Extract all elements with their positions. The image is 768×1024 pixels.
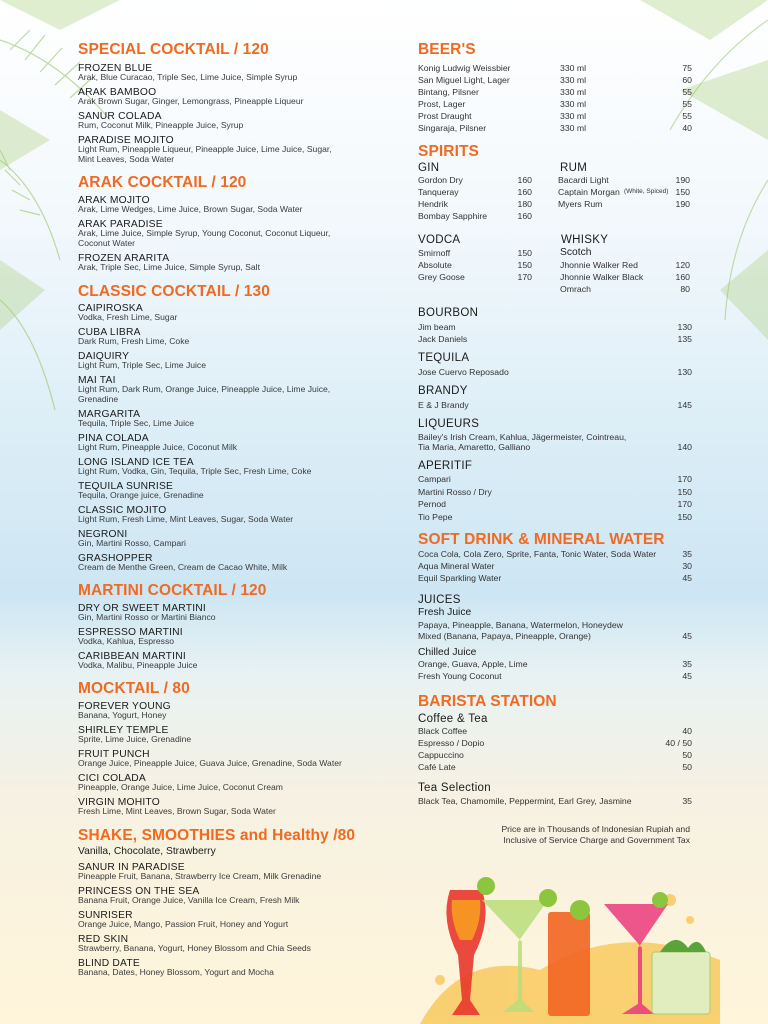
item-name: San Miguel Light, Lager xyxy=(418,75,510,85)
menu-item-name: SANUR IN PARADISE xyxy=(78,862,185,873)
gin-row xyxy=(418,211,532,222)
menu-item-description: Light Rum, Triple Sec, Lime Juice xyxy=(78,360,207,370)
coffee-row xyxy=(418,762,692,773)
item-price: 160 xyxy=(675,272,690,282)
menu-item-description: Dark Rum, Fresh Lime, Coke xyxy=(78,336,190,346)
menu-item-name: ARAK PARADISE xyxy=(78,219,163,230)
chilled-juice-row xyxy=(418,659,692,670)
rum-heading: RUM xyxy=(560,162,588,174)
menu-item-description: Gin, Martini Rosso or Martini Bianco xyxy=(78,612,216,622)
item-name: Grey Goose xyxy=(418,272,465,282)
item-name: Omrach xyxy=(560,284,591,294)
rum-row xyxy=(558,187,690,198)
special-section-title: SPECIAL COCKTAIL / 120 xyxy=(78,41,269,58)
item-price: 55 xyxy=(682,87,692,97)
menu-item-description: Rum, Coconut Milk, Pineapple Juice, Syrup xyxy=(78,120,244,130)
item-name: Myers Rum xyxy=(558,199,603,209)
item-price: 45 xyxy=(682,573,692,583)
menu-item-description: Vodka, Malibu, Pineapple Juice xyxy=(78,660,198,670)
coffee-row xyxy=(418,750,692,761)
item-volume: 330 ml xyxy=(560,111,587,121)
menu-item-description: Tequila, Orange juice, Grenadine xyxy=(78,490,204,500)
item-price: 55 xyxy=(682,99,692,109)
rum-row xyxy=(558,199,690,210)
item-name: Orange, Guava, Apple, Lime xyxy=(418,659,528,669)
menu-item-name: SHIRLEY TEMPLE xyxy=(78,725,169,736)
item-price: 135 xyxy=(677,334,692,344)
item-name: Absolute xyxy=(418,260,452,270)
beer-row xyxy=(418,123,692,134)
item-name: Singaraja, Pilsner xyxy=(418,123,487,133)
item-name: Jhonnie Walker Red xyxy=(560,260,638,270)
menu-item-name: ARAK BAMBOO xyxy=(78,87,157,98)
item-price: 120 xyxy=(675,260,690,270)
item-name: Campari xyxy=(418,474,451,484)
menu-item-name: CUBA LIBRA xyxy=(78,327,141,338)
menu-item-name: PINA COLADA xyxy=(78,433,149,444)
fresh-juice-line-1: Papaya, Pineapple, Banana, Watermelon, Honeydew xyxy=(418,620,623,630)
menu-item-name: DRY OR SWEET MARTINI xyxy=(78,603,206,614)
menu-item-description: Light Rum, Pineapple Juice, Coconut Milk xyxy=(78,442,238,452)
item-price: 130 xyxy=(677,322,692,332)
tequila-row xyxy=(418,367,692,378)
item-price: 75 xyxy=(682,63,692,73)
menu-item-name: NEGRONI xyxy=(78,529,128,540)
aperitif-heading: APERITIF xyxy=(418,460,473,472)
item-name: Gordon Dry xyxy=(418,175,463,185)
item-price: 170 xyxy=(677,474,692,484)
mocktail-section-title: MOCKTAIL / 80 xyxy=(78,680,190,697)
whisky-row xyxy=(560,272,690,283)
shake-flavors: Vanilla, Chocolate, Strawberry xyxy=(78,846,216,857)
item-price: 35 xyxy=(682,549,692,559)
menu-item-description: Tequila, Triple Sec, Lime Juice xyxy=(78,418,195,428)
menu-item-name: CICI COLADA xyxy=(78,773,146,784)
menu-item-description: Arak, Triple Sec, Lime Juice, Simple Syrup, Salt xyxy=(78,262,260,272)
beer-row xyxy=(418,99,692,110)
chilled-juice-row xyxy=(418,671,692,682)
menu-item-description: Cream de Menthe Green, Cream de Cacao White, Milk xyxy=(78,562,288,572)
coffee-row xyxy=(418,726,692,737)
menu-item-description: Pineapple Fruit, Banana, Strawberry Ice Cream, Milk Grenadine xyxy=(78,871,322,881)
menu-item-name: CARIBBEAN MARTINI xyxy=(78,651,186,662)
menu-item-description: Sprite, Lime Juice, Grenadine xyxy=(78,734,192,744)
menu-item-description: Arak, Blue Curacao, Triple Sec, Lime Juice, Simple Syrup xyxy=(78,72,298,82)
item-name: Jhonnie Walker Black xyxy=(560,272,644,282)
beer-row xyxy=(418,87,692,98)
tequila-heading: TEQUILA xyxy=(418,352,470,364)
item-price: 35 xyxy=(682,659,692,669)
liqueurs-line-1: Bailey's Irish Cream, Kahlua, Jägermeister, Cointreau, xyxy=(418,432,627,442)
menu-item-description: Arak, Lime Juice, Simple Syrup, Young Coconut, Coconut Liqueur, Coconut Water xyxy=(78,228,331,248)
martini-section-title: MARTINI COCKTAIL / 120 xyxy=(78,582,267,599)
item-price: 160 xyxy=(517,187,532,197)
menu-item-name: FROZEN BLUE xyxy=(78,63,153,74)
item-name: Jack Daniels xyxy=(418,334,468,344)
menu-item-description: Orange Juice, Pineapple Juice, Guava Juice, Grenadine, Soda Water xyxy=(78,758,342,768)
bourbon-row xyxy=(418,322,692,333)
shake-section-title: SHAKE, SMOOTHIES and Healthy /80 xyxy=(78,827,356,844)
vodca-heading: VODCA xyxy=(418,234,461,246)
barista-section-title: BARISTA STATION xyxy=(418,693,557,710)
menu-item-name: CAIPIROSKA xyxy=(78,303,143,314)
item-name: Black Coffee xyxy=(418,726,468,736)
menu-item-name: MAI TAI xyxy=(78,375,116,386)
item-price: 150 xyxy=(675,187,690,197)
item-name: Jim beam xyxy=(418,322,456,332)
menu-item-name: SUNRISER xyxy=(78,910,133,921)
menu-item-name: RED SKIN xyxy=(78,934,129,945)
item-name: Hendrik xyxy=(418,199,448,209)
menu-item-description: Vodka, Kahlua, Espresso xyxy=(78,636,175,646)
arak-section-title: ARAK COCKTAIL / 120 xyxy=(78,174,247,191)
soft-drink-section-title: SOFT DRINK & MINERAL WATER xyxy=(418,531,665,548)
menu-item-name: DAIQUIRY xyxy=(78,351,130,362)
menu-item-description: Orange Juice, Mango, Passion Fruit, Honey and Yogurt xyxy=(78,919,289,929)
item-name: Bintang, Pilsner xyxy=(418,87,479,97)
fresh-juice-heading: Fresh Juice xyxy=(418,607,472,618)
item-price: 145 xyxy=(677,400,692,410)
tea-selection-heading: Tea Selection xyxy=(418,782,491,794)
item-price: 160 xyxy=(517,211,532,221)
menu-item-description: Strawberry, Banana, Yogurt, Honey Blossom and Chia Seeds xyxy=(78,943,311,953)
menu-item-description: Light Rum, Fresh Lime, Mint Leaves, Sugar, Soda Water xyxy=(78,514,294,524)
item-price: 55 xyxy=(682,111,692,121)
menu-item-name: TEQUILA SUNRISE xyxy=(78,481,174,492)
item-name: Bacardi Light xyxy=(558,175,609,185)
item-price: 150 xyxy=(517,260,532,270)
soft-drink-row xyxy=(418,573,692,584)
liqueurs-line-2: Tia Maria, Amaretto, Galliano 140 xyxy=(418,442,692,452)
item-note: (White, Spiced) xyxy=(624,188,669,195)
menu-item-name: GRASHOPPER xyxy=(78,553,153,564)
menu-item-description: Banana, Yogurt, Honey xyxy=(78,710,167,720)
gin-row xyxy=(418,175,532,186)
item-price: 150 xyxy=(677,511,692,522)
whisky-row xyxy=(560,260,690,271)
menu-item-name: CLASSIC MOJITO xyxy=(78,505,167,516)
menu-item-description: Banana, Dates, Honey Blossom, Yogurt and Mocha xyxy=(78,967,274,977)
item-price: 50 xyxy=(682,762,692,772)
classic-section-title: CLASSIC COCKTAIL / 130 xyxy=(78,283,270,300)
item-name: Cappuccino xyxy=(418,750,464,760)
item-name: Café Late xyxy=(418,762,456,772)
coffee-row xyxy=(418,738,692,749)
item-price: 50 xyxy=(682,750,692,760)
coffee-tea-heading: Coffee & Tea xyxy=(418,713,488,725)
whisky-row xyxy=(560,284,690,295)
menu-item-name: ARAK MOJITO xyxy=(78,195,150,206)
item-name: Tanqueray xyxy=(418,187,459,197)
menu-item-name: MARGARITA xyxy=(78,409,141,420)
item-name: Prost, Lager xyxy=(418,99,466,109)
gin-row xyxy=(418,187,532,198)
menu-item-name: FROZEN ARARITA xyxy=(78,253,170,264)
menu-item-name: FOREVER YOUNG xyxy=(78,701,171,712)
menu-item-description: Light Rum, Vodka, Gin, Tequila, Triple Sec, Fresh Lime, Coke xyxy=(78,466,312,476)
aperitif-row xyxy=(418,499,692,510)
rum-row xyxy=(558,175,690,186)
menu-item-name: ESPRESSO MARTINI xyxy=(78,627,183,638)
item-price: 40 xyxy=(682,726,692,736)
scotch-subheading: Scotch xyxy=(560,247,592,258)
item-name: E & J Brandy xyxy=(418,400,469,410)
item-name: Smirnoff xyxy=(418,248,451,258)
soft-drink-row xyxy=(418,549,692,560)
spirits-section-title: SPIRITS xyxy=(418,143,479,160)
price-note: Price are in Thousands of Indonesian Rupiah and Inclusive of Service Charge and Government Tax xyxy=(501,824,690,845)
beer-row xyxy=(418,75,692,86)
menu-item-name: PARADISE MOJITO xyxy=(78,135,174,146)
whisky-heading: WHISKY xyxy=(561,234,609,246)
fresh-juice-line-2: Mixed (Banana, Papaya, Pineapple, Orange) 45 xyxy=(418,631,692,641)
menu-item-description: Arak, Lime Wedges, Lime Juice, Brown Sugar, Soda Water xyxy=(78,204,303,214)
brandy-row xyxy=(418,400,692,411)
brandy-heading: BRANDY xyxy=(418,385,468,397)
item-volume: 330 ml xyxy=(560,75,587,85)
juices-heading: JUICES xyxy=(418,594,461,606)
item-price: 170 xyxy=(677,499,692,509)
item-name: Coca Cola, Cola Zero, Sprite, Fanta, Tonic Water, Soda Water xyxy=(418,549,657,559)
menu-item-description: Vodka, Fresh Lime, Sugar xyxy=(78,312,178,322)
fresh-juice-price: 45 xyxy=(682,631,692,641)
liqueurs-price: 140 xyxy=(677,442,692,452)
menu-item-name: VIRGIN MOHITO xyxy=(78,797,160,808)
item-price: 150 xyxy=(677,486,692,497)
vodca-row xyxy=(418,272,532,283)
menu-item-description: Light Rum, Dark Rum, Orange Juice, Pineapple Juice, Lime Juice, Grenadine xyxy=(78,384,331,404)
item-volume: 330 ml xyxy=(560,99,587,109)
item-price: 180 xyxy=(517,199,532,209)
item-name: Jose Cuervo Reposado xyxy=(418,367,509,377)
item-name: Aqua Mineral Water xyxy=(418,561,495,571)
item-name: Captain Morgan xyxy=(558,187,620,197)
item-name: Martini Rosso / Dry xyxy=(418,486,492,497)
gin-row xyxy=(418,199,532,210)
vodca-row xyxy=(418,260,532,271)
soft-drink-row xyxy=(418,561,692,572)
item-volume: 330 ml xyxy=(560,87,587,97)
item-price: 150 xyxy=(517,248,532,258)
item-name: Tio Pepe xyxy=(418,511,453,522)
item-price: 130 xyxy=(677,367,692,377)
liqueurs-heading: LIQUEURS xyxy=(418,418,480,430)
item-price: 170 xyxy=(517,272,532,282)
vodca-row xyxy=(418,248,532,259)
aperitif-row xyxy=(418,487,692,498)
item-price: 80 xyxy=(680,284,690,294)
beer-row xyxy=(418,63,692,74)
menu-item-description: Banana Fruit, Orange Juice, Vanilla Ice Cream, Fresh Milk xyxy=(78,895,300,905)
item-name: Bombay Sapphire xyxy=(418,211,488,221)
menu-item-description: Arak Brown Sugar, Ginger, Lemongrass, Pineapple Liqueur xyxy=(78,96,304,106)
menu-item-name: FRUIT PUNCH xyxy=(78,749,150,760)
item-price: 190 xyxy=(675,199,690,209)
bourbon-heading: BOURBON xyxy=(418,307,479,319)
item-name: Konig Ludwig Weissbier xyxy=(418,63,511,73)
chilled-juice-heading: Chilled Juice xyxy=(418,647,477,658)
beers-section-title: BEER'S xyxy=(418,41,476,58)
menu-item-name: BLIND DATE xyxy=(78,958,140,969)
menu-item-description: Light Rum, Pineapple Liqueur, Pineapple Juice, Lime Juice, Sugar, Mint Leaves, Soda Water xyxy=(78,144,332,164)
item-price: 60 xyxy=(682,75,692,85)
item-price: 45 xyxy=(682,671,692,681)
item-volume: 330 ml xyxy=(560,123,587,133)
item-price: 160 xyxy=(517,175,532,185)
item-volume: 330 ml xyxy=(560,63,587,73)
item-name: Prost Draught xyxy=(418,111,472,121)
item-name: Espresso / Dopio xyxy=(418,738,485,748)
tea-selection-row: Black Tea, Chamomile, Peppermint, Earl Grey, Jasmine 35 xyxy=(418,796,692,806)
aperitif-row xyxy=(418,512,692,523)
menu-item-description: Gin, Martini Rosso, Campari xyxy=(78,538,186,548)
menu-item-description: Fresh Lime, Mint Leaves, Brown Sugar, Soda Water xyxy=(78,806,276,816)
menu-item-name: SANUR COLADA xyxy=(78,111,162,122)
cocktail-glasses-illustration xyxy=(420,860,720,1024)
item-name: Pernod xyxy=(418,499,447,509)
gin-heading: GIN xyxy=(418,162,440,174)
item-price: 40 xyxy=(682,123,692,133)
bourbon-row xyxy=(418,334,692,345)
aperitif-row xyxy=(418,474,692,485)
item-name: Equil Sparkling Water xyxy=(418,573,502,583)
menu-item-name: LONG ISLAND ICE TEA xyxy=(78,457,194,468)
menu-item-name: PRINCESS ON THE SEA xyxy=(78,886,200,897)
beer-row xyxy=(418,111,692,122)
item-price: 30 xyxy=(682,561,692,571)
item-price: 190 xyxy=(675,175,690,185)
item-name: Fresh Young Coconut xyxy=(418,671,502,681)
item-price: 40 / 50 xyxy=(665,738,692,748)
menu-item-description: Pineapple, Orange Juice, Lime Juice, Coconut Cream xyxy=(78,782,283,792)
